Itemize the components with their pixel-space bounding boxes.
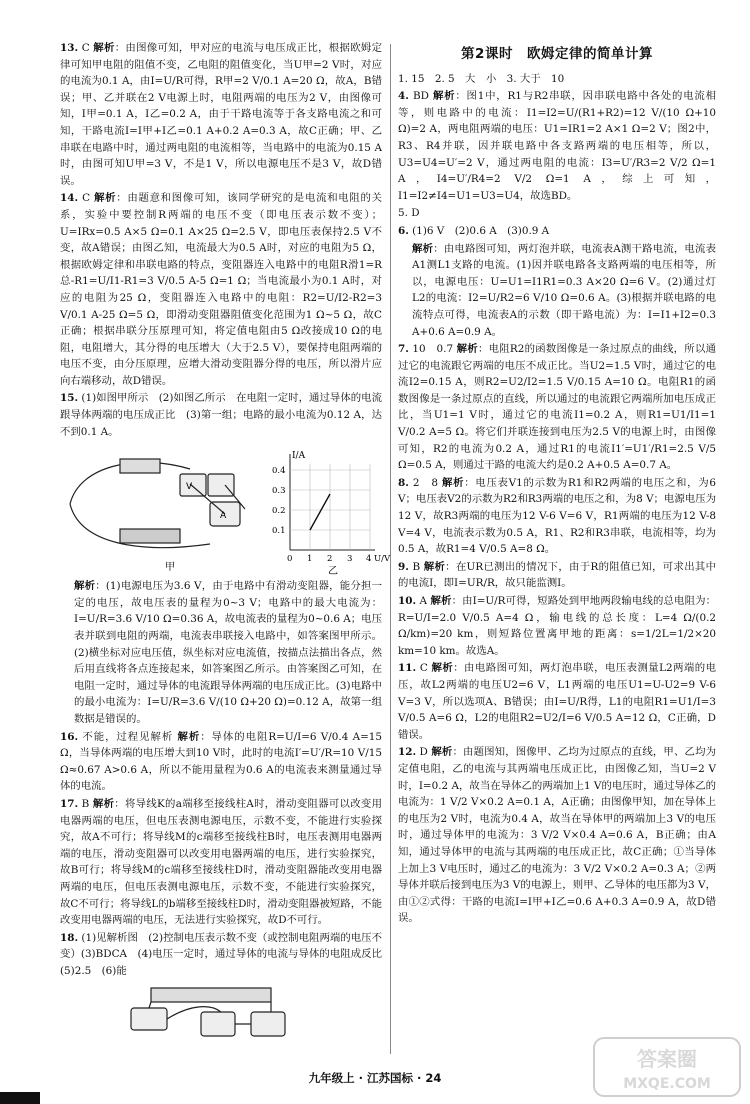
answer-11: 11. C 解析：由电路图可知，两灯泡串联，电压表测量L2两端的电压，故L2两端的电压U2=6 V，L1两端的电压U1=U-U2=9 V-6 V=3 V，所以选项A、B错误；由I=U/R得，L1的电阻R1=U1/I=3 V/0.5 A=6 Ω，L2的电阻R2=U2/I=6 V/0.5 A=12 Ω，C正确，D错误。 bbox=[398, 662, 716, 741]
xtick-label: 2 bbox=[327, 554, 333, 565]
answer-6: 6. (1)6 V (2)0.6 A (3)0.9 A bbox=[398, 224, 550, 237]
xtick-label: 0 bbox=[287, 554, 293, 565]
answer-6-explanation: 解析：由电路图可知，两灯泡并联，电流表A测干路电流，电流表A1测L1支路的电流。(1)因并联电路各支路两端的电压相等，所以，电源电压：U=U1=I1R1=0.3 A×20 Ω=6 V。(2)通过灯L2的电流：I2=U/R2=6 V/10 Ω=0.6 A。(3)根据并联电路的电流特点可得，电流表A的示数（即干路电流）为：I=I1+I2=0.3 A+0.6 A=0.9 A。 bbox=[412, 242, 716, 338]
left-column bbox=[60, 40, 393, 1048]
answer-12: 12. D 解析：由题图知，图像甲、乙均为过原点的直线，甲、乙均为定值电阻，乙的电流与其两端电压成正比，由图像乙知，当U=2 V时，I=0.2 A，故当在导体乙的两端加上1 V的电压时，通过导体乙的电流为：1 V/2 V×0.2 A=0.1 A，A正确；由图像甲知，加在导体上的电压为2 V时，电流为0.4 A，故当在导体甲的两端加上3 V的电压时，通过导体甲的电流为：3 V/2 V×0.4 A=0.6 A，B正确；由A知，通过导体甲的电流与其两端的电压成正比，故C正确；①当导体上加上3 V电压时，通过乙的电流为：3 V/2 V×0.2 A=0.3 A；②两导体并联后接到电压为3 V的电源上，则甲、乙导体的电压都为3 V，由①②式得：干路的电流I=I甲+I乙=0.6 A+0.3 A=0.9 A，故D错误。 bbox=[398, 746, 717, 925]
answer-15-explanation: 解析：(1)电源电压为3.6 V，由于电路中有滑动变阻器，能分担一定的电压，故电压表的量程为0~3 V；电路中的最大电流为：I=U/R=3.6 V/10 Ω=0.36 A，故电流表的量程为0~0.6 A；电压表并联到电阻的两端，电流表串联接入电路中，如答案图甲所示。(2)横坐标对应电压值，纵坐标对应电流值，按描点法描出各点，然后用直线将各点连接起来，如答案图乙所示。由答案图乙可知，在电阻一定时，通过导体的电流跟导体两端的电压成正比。(3)电路中的最小电流为：I=U/R=3.6 V/(10 Ω+20 Ω)=0.12 A，故第一组数据是错误的。 bbox=[74, 580, 382, 725]
answer-17: 17. B 解析：将导线K的a端移至接线柱A时，滑动变阻器可以改变用电器两端的电压，但电压表测电源电压，示数不变，不能进行实验探究，故A不可行；将导线M的c端移至接线柱B时，电压表测用电器两端的电压，滑动变阻器可以改变用电器两端的电压，进行实验探究，故B可行；将导线M的c端移至接线柱D时，滑动变阻器能改变用电器两端的电压，但电压表测电源电压，示数不变，不能进行实验探究，故C不可行；将导线L的b端移至接线柱D时，滑动变阻器被短路，不能改变用电器两端的电压，无法进行实验探究，故D不可行。 bbox=[60, 797, 382, 927]
answers-1-3: 1. 15 2. 5 大 小 3. 大于 10 bbox=[398, 72, 565, 85]
circuit-diagram-18 bbox=[121, 984, 321, 1044]
figure-15 bbox=[60, 444, 391, 578]
answer-13: 13. C 解析：由图像可知，甲对应的电流与电压成正比，根据欧姆定律可知甲电阻的阻值不变，乙电阻的阻值变化，当U甲=2 V时，对应的电流为0.1 A，由I=U/R可得，R甲=2 V/0.1 A=20 Ω，故A，B错误；甲、乙并联在2 V电源上时，电阻两端的电压为2 V，由图像可知，I甲=0.1 A，I乙=0.2 A，由于干路电流等于各支路电流之和可知，干路电流I=I甲+I乙=0.1 A+0.2 A=0.3 A，故C正确；甲、乙串联在电路中时，通过两电阻的电流相等，当电路中的电流为0.15 A时，由图可知U甲=3 V，不是1 V，所以电源电压不是3 V，故D错误。 bbox=[60, 42, 383, 187]
answer-16: 16. 不能，过程见解析 解析：导体的电阻R=U/I=6 V/0.4 A=15 Ω，当导体两端的电压增大到10 V时，此时的电流I′=U′/R=10 V/15 Ω≈0.67 A>0.6 A，所以不能用量程为0.6 A的电流表来测量通过导体的电流。 bbox=[60, 730, 383, 793]
meter-a-label: A bbox=[220, 511, 227, 522]
iu-graph bbox=[272, 451, 391, 577]
ytick-label: 0.2 bbox=[272, 506, 286, 517]
xtick-label: 3 bbox=[347, 554, 353, 565]
xtick-label: 1 bbox=[307, 554, 313, 565]
iu-line bbox=[310, 494, 330, 530]
answer-5: 5. D bbox=[398, 207, 420, 220]
svg-text:MXQE.COM: MXQE.COM bbox=[623, 1076, 711, 1092]
column-divider bbox=[390, 44, 391, 1054]
answer-15: 15. (1)如图甲所示 (2)如图乙所示 在电阻一定时，通过导体的电流跟导体两端的电压成正比 (3)第一组；电路的最小电流为0.12 A，达不到0.1 A。 bbox=[60, 392, 382, 438]
answer-9: 9. B 解析：在UR已测出的情况下，由于R的阻值已知，可求出其中的电流I，即I=UR/R，故只能监测I。 bbox=[398, 560, 717, 590]
right-column bbox=[398, 40, 716, 928]
answer-4: 4. BD 解析：图1中，R1与R2串联，因串联电路中各处的电流相等，则电路中的电流：I1=I2=U/(R1+R2)=12 V/(10 Ω+10 Ω)=2 A，两电阻两端的电压：U1=IR1=2 A×1 Ω=2 V；图2中，R3、R4并联，因并联电路中各支路两端的电压相等，所以，U3=U4=U′=2 V，通过两电阻的电流：I3=U′/R3=2 V/2 Ω=1 A，I4=U′/R4=2 V/2 Ω=1 A，综上可知，I1=I2≠I4=U1=U3=U4，故选BD。 bbox=[398, 90, 716, 202]
svg-text:答案圈: 答案圈 bbox=[637, 1047, 697, 1071]
figure-label-yi: 乙 bbox=[328, 566, 338, 578]
circuit-diagram-jia bbox=[60, 444, 391, 578]
graph-ylabel: I/A bbox=[292, 451, 306, 462]
xtick-label: 4 bbox=[366, 554, 372, 565]
ytick-label: 0.1 bbox=[272, 526, 286, 537]
figure-label-jia: 甲 bbox=[165, 562, 175, 574]
answer-8: 8. 2 8 解析：电压表V1的示数为R1和R2两端的电压之和，为6 V；电压表V2的示数为R2和R3两端的电压之和，为8 V；电源电压为12 V，故R3两端的电压为12 V-6 V=6 V，R1两端的电压为12 V-8 V=4 V，电流表示数为0.5 A，R1、R2和R3串联，电流相等，均为0.5 A，故R1=4 V/0.5 A=8 Ω。 bbox=[398, 476, 716, 556]
page-footer: 九年级上 · 江苏国标 · 24 bbox=[308, 1071, 442, 1085]
section-heading: 第2课时 欧姆定律的简单计算 bbox=[461, 46, 653, 62]
corner-mark bbox=[0, 1092, 40, 1104]
ytick-label: 0.3 bbox=[272, 486, 286, 497]
graph-xlabel: U/V bbox=[374, 554, 391, 565]
answer-14: 14. C 解析：由题意和图像可知，该同学研究的是电流和电阻的关系，实验中要控制R两端的电压不变（即电压表示数不变）；U=IRx=0.5 A×5 Ω=0.1 A×25 Ω=2.5 V，即电压表保持2.5 V不变，故A错误；由图乙知，电流最大为0.5 A时，对应的电阻为5 Ω，根据欧姆定律和串联电路的特点，变阻器连入电路中的电阻R滑1=R总-R1=U/I1-R1=3 V/0.5 A-5 Ω=1 Ω；当电流最小为0.1 A时，对应的电阻为25 Ω，变阻器连入电路中的电阻：R2=U/I2-R2=3 V/0.1 A-25 Ω=5 Ω，即滑动变阻器阻值变化范围为1 Ω~5 Ω，故C正确；根据串联分压原理可知，将定值电阻由5 Ω改接成10 Ω的电阻，电阻增大，其分得的电压增大（大于2.5 V），要保持电阻两端的电压不变，由分压原理，应增大滑动变阻器分得的电压，所以滑片应向右端移动，故D错误。 bbox=[60, 192, 382, 387]
answer-18: 18. (1)见解析图 (2)控制电压表示数不变（或控制电阻两端的电压不变）(3)BDCA (4)电压一定时，通过导体的电流与导体的电阻成反比 (5)2.5 (6)能 bbox=[60, 931, 393, 977]
answer-10: 10. A 解析：由I=U/R可得，短路处到甲地两段输电线的总电阻为：R=U/I=2.0 V/0.5 A=4 Ω，输电线的总长度：L=4 Ω/(0.2 Ω/km)=20 km，则短路位置离甲地的距离：s=1/2L=1/2×20 km=10 km。故选A。 bbox=[398, 595, 717, 657]
ytick-label: 0.4 bbox=[272, 466, 286, 477]
answer-7: 7. 10 0.7 解析：电阻R2的函数图像是一条过原点的曲线，所以通过它的电流跟它两端的电压不成正比。当U2=1.5 V时，通过它的电流I2=0.15 A，则R2=U2/I2=1.5 V/0.15 A=10 Ω。电阻R1的函数图像是一条过原点的直线，所以通过的电流跟它两端所加电压成正比，当U1=1 V时，通过它的电流I1=0.2 A，则R1=U1/I1=1 V/0.2 A=5 Ω。将它们并联连接到电压为2.5 V的电源上时，由图像可知，R2的电流为0.2 A，通过R1的电流I1′=U1′/R1=2.5 V/5 Ω=0.5 A，则通过干路的电流大约是0.2 A+0.5 A=0.7 A。 bbox=[398, 343, 716, 472]
watermark-logo bbox=[592, 1036, 742, 1098]
meter-v-label: V bbox=[186, 482, 193, 493]
